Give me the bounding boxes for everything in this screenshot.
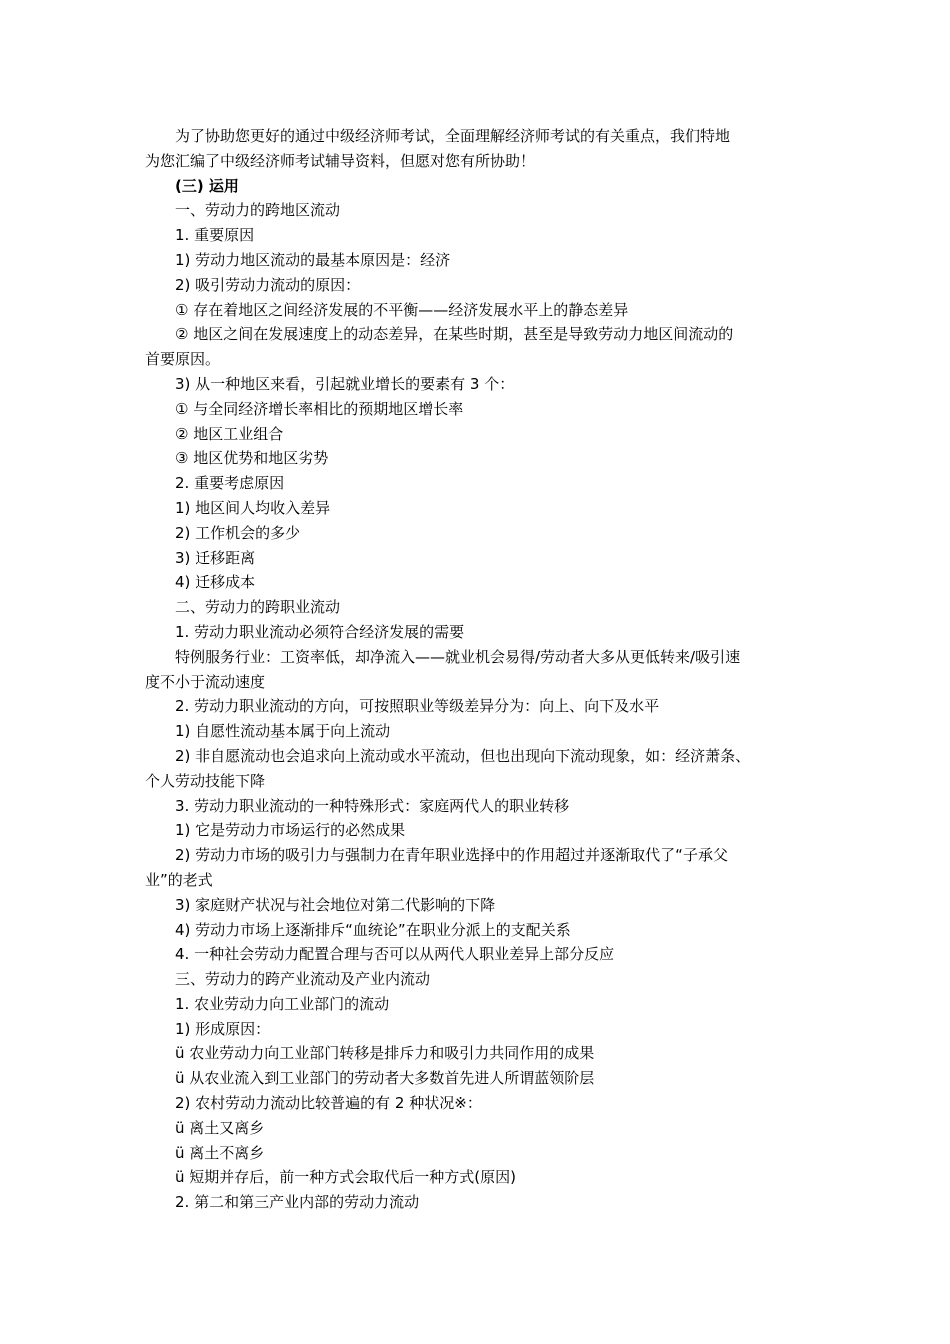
text-line: 二、劳动力的跨职业流动 — [175, 598, 341, 617]
text-line: 一、劳动力的跨地区流动 — [175, 201, 341, 220]
text-line: ① 存在着地区之间经济发展的不平衡——经济发展水平上的静态差异 — [175, 300, 629, 319]
text-line: ③ 地区优势和地区劣势 — [175, 449, 329, 468]
text-line: 业”的老式 — [145, 870, 213, 889]
text-line: ü 离土不离乡 — [175, 1143, 265, 1162]
text-line: 2) 非自愿流动也会追求向上流动或水平流动，但也出现向下流动现象，如：经济萧条、 — [175, 746, 751, 765]
document-body — [145, 124, 820, 1215]
text-line: 特例服务行业：工资率低，却净流入——就业机会易得/劳动者大多从更低转来/吸引速 — [175, 647, 741, 666]
text-line: 首要原因。 — [145, 350, 221, 369]
text-line: 2) 农村劳动力流动比较普遍的有 2 种状况※： — [175, 1094, 482, 1113]
text-line: ü 从农业流入到工业部门的劳动者大多数首先进人所谓蓝领阶层 — [175, 1069, 595, 1088]
text-line: 2. 重要考虑原因 — [175, 474, 285, 493]
text-line: 1. 农业劳动力向工业部门的流动 — [175, 994, 390, 1013]
text-line: 三、劳动力的跨产业流动及产业内流动 — [175, 970, 431, 989]
text-line: ü 短期并存后，前一种方式会取代后一种方式(原因) — [175, 1168, 516, 1187]
text-line: 2) 劳动力市场的吸引力与强制力在青年职业选择中的作用超过并逐渐取代了“子承父 — [175, 846, 728, 865]
section-heading: (三) 运用 — [175, 176, 239, 195]
text-line: ② 地区工业组合 — [175, 424, 284, 443]
text-line: 3) 迁移距离 — [175, 548, 256, 567]
text-line: 1. 重要原因 — [175, 226, 255, 245]
text-line: 度不小于流动速度 — [145, 672, 266, 691]
text-line: 1) 形成原因： — [175, 1019, 271, 1038]
text-line: ü 离土又离乡 — [175, 1118, 265, 1137]
text-line: 2) 吸引劳动力流动的原因： — [175, 275, 361, 294]
text-line: 为了协助您更好的通过中级经济师考试，全面理解经济师考试的有关重点，我们特地 — [175, 127, 731, 145]
text-line: 2) 工作机会的多少 — [175, 523, 301, 542]
text-line: 3. 劳动力职业流动的一种特殊形式：家庭两代人的职业转移 — [175, 796, 570, 815]
text-line: 4. 一种社会劳动力配置合理与否可以从两代人职业差异上部分反应 — [175, 945, 615, 964]
text-line: 2. 劳动力职业流动的方向，可按照职业等级差异分为：向上、向下及水平 — [175, 697, 660, 716]
text-line: ② 地区之间在发展速度上的动态差异，在某些时期，甚至是导致劳动力地区间流动的 — [175, 325, 734, 344]
text-line: ü 农业劳动力向工业部门转移是排斥力和吸引力共同作用的成果 — [175, 1044, 595, 1063]
text-line: 个人劳动技能下降 — [145, 771, 266, 790]
text-line: 2. 第二和第三产业内部的劳动力流动 — [175, 1193, 420, 1212]
text-line: 1) 地区间人均收入差异 — [175, 498, 331, 517]
text-line: 1) 它是劳动力市场运行的必然成果 — [175, 821, 406, 840]
text-line: 1. 劳动力职业流动必须符合经济发展的需要 — [175, 622, 465, 641]
text-line: 4) 劳动力市场上逐渐排斥“血统论”在职业分派上的支配关系 — [175, 920, 571, 939]
text-line: 4) 迁移成本 — [175, 573, 256, 592]
text-line: 3) 从一种地区来看，引起就业增长的要素有 3 个： — [175, 374, 515, 393]
text-line: 1) 劳动力地区流动的最基本原因是：经济 — [175, 250, 451, 269]
text-line: 3) 家庭财产状况与社会地位对第二代影响的下降 — [175, 895, 496, 914]
text-line: 1) 自愿性流动基本属于向上流动 — [175, 722, 391, 741]
text-line: 为您汇编了中级经济师考试辅导资料，但愿对您有所协助！ — [145, 151, 536, 170]
text-line: ① 与全同经济增长率相比的预期地区增长率 — [175, 399, 464, 418]
